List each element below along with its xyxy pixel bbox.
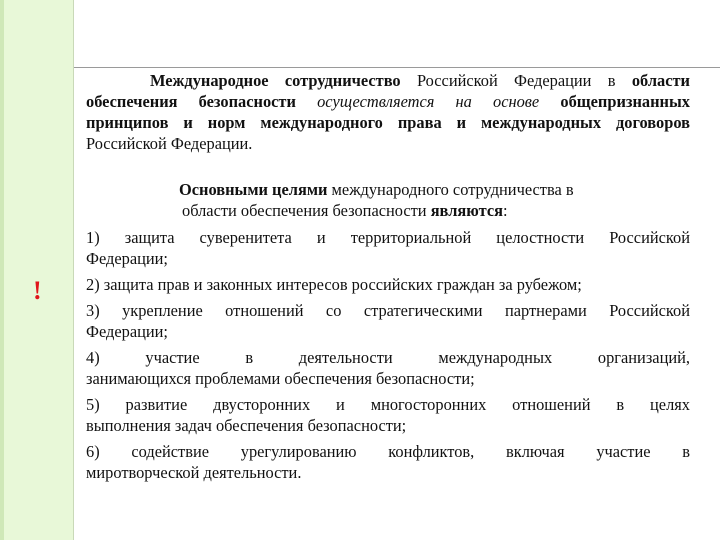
intro-text-2: Российской Федерации в — [400, 71, 632, 90]
intro-bold-7: общепризнанных принципов и норм международного права и международных договоров — [86, 92, 690, 132]
goals-heading-colon: : — [502, 201, 508, 220]
intro-paragraph — [86, 70, 690, 154]
goals-heading-line-2 — [86, 200, 690, 221]
goal-item-5 — [86, 394, 690, 436]
slide-content — [86, 70, 690, 483]
goal-item-6-line-2: миротворческой деятельности. — [86, 463, 302, 482]
goals-heading-rest: международного сотрудничества в — [327, 180, 574, 199]
goal-item-1-line-2: Федерации; — [86, 249, 168, 268]
goal-item-1-line-1: 1) защита суверенитета и территориальной целостности Российской — [86, 228, 690, 247]
goal-item-3-line-1: 3) укрепление отношений со стратегическими партнерами Российской — [86, 301, 690, 320]
goals-heading-bold-2: являются — [430, 201, 503, 220]
goals-heading — [86, 179, 690, 221]
goal-item-6 — [86, 441, 690, 483]
goal-item-4 — [86, 347, 690, 389]
goals-heading-rest-2: области обеспечения безопасности — [182, 201, 431, 220]
goal-item-1 — [86, 227, 690, 269]
intro-bold-3: области обеспечения безопасности — [86, 71, 690, 111]
goals-heading-line-1 — [86, 179, 690, 200]
intro-space-1 — [296, 92, 317, 111]
goal-item-5-line-2: выполнения задач обеспечения безопасности; — [86, 416, 407, 435]
goals-heading-bold: Основными целями — [179, 180, 328, 199]
goal-item-3-line-2: Федерации; — [86, 322, 168, 341]
intro-space-2 — [539, 92, 560, 111]
goal-item-2 — [86, 274, 690, 295]
goal-item-2-line-1: 2) защита прав и законных интересов российских граждан за рубежом; — [86, 275, 582, 294]
sidebar-strip — [0, 0, 74, 540]
goal-item-4-line-1: 4) участие в деятельности международных организаций, — [86, 348, 690, 367]
goal-item-3 — [86, 300, 690, 342]
goal-item-6-line-1: 6) содействие урегулированию конфликтов, включая участие в — [86, 442, 690, 461]
intro-bold-1: Международное сотрудничество — [150, 71, 401, 90]
header-divider — [74, 67, 720, 68]
exclamation-marker: ! — [33, 276, 42, 305]
intro-italic-5: осуществляется на основе — [317, 92, 540, 111]
goal-item-5-line-1: 5) развитие двусторонних и многосторонних отношений в целях — [86, 395, 690, 414]
goal-item-4-line-2: занимающихся проблемами обеспечения безопасности; — [86, 369, 475, 388]
intro-text-8: Российской Федерации. — [86, 134, 253, 153]
